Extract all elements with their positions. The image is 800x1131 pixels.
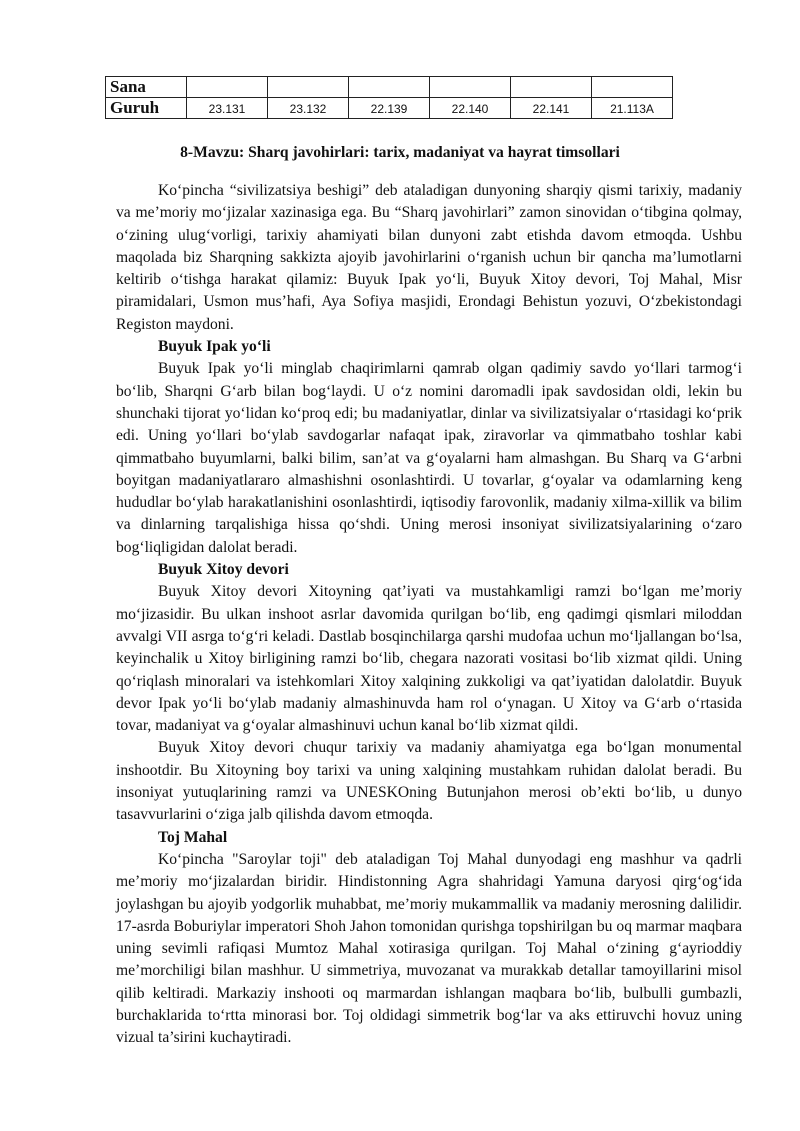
date-cell — [268, 77, 349, 98]
section-heading-silk-road: Buyuk Ipak yo‘li — [158, 338, 271, 356]
row-label-group: Guruh — [106, 98, 187, 119]
table-row-date — [106, 77, 673, 98]
group-cell: 23.131 — [187, 98, 268, 119]
date-cell — [349, 77, 430, 98]
section-heading-taj-mahal: Toj Mahal — [158, 828, 228, 846]
article-body — [116, 180, 742, 1050]
group-cell: 22.141 — [511, 98, 592, 119]
section-paragraph: Buyuk Xitoy devori chuqur tarixiy va madaniy ahamiyatga ega bo‘lgan monumental inshootdir. Bu Xitoyning boy tarixi va uning xalqining mustahkam ruhidan dalolat beradi. Bu insoniyat yutuqlarining ramzi va UNESKOning Butunjahon merosi ob’ekti bo‘lib, u dunyo tasavvurlarini o‘ziga jalb qilishda davom etmoqda. — [116, 739, 742, 824]
date-cell — [187, 77, 268, 98]
table-row-group — [106, 98, 673, 119]
schedule-table — [105, 76, 673, 119]
group-cell: 22.140 — [430, 98, 511, 119]
date-cell — [511, 77, 592, 98]
row-label-date: Sana — [106, 77, 187, 98]
section-paragraph: Buyuk Xitoy devori Xitoyning qat’iyati va mustahkamligi ramzi bo‘lgan me’moriy mo‘jizasidir. Bu ulkan inshoot asrlar davomida qurilgan bo‘lib, eng qadimgi qismlari miloddan avvalgi VII asrga to‘g‘ri keladi. Dastlab bosqinchilarga qarshi mudofaa uchun mo‘ljallangan bo‘lsa, keyinchalik u Xitoy birligining ramzi bo‘lib, chegara nazorati vositasi bo‘lib xizmat qildi. Uning qo‘riqlash minoralari va istehkomlari Xitoy xalqining zukkoligi va qat’iyatidan dalolatdir. Buyuk devor Ipak yo‘li bo‘ylab madaniy almashinuvda ham rol o‘ynagan. U Xitoy va G‘arb o‘rtasida tovar, madaniyat va g‘oyalar almashinuvi uchun kanal bo‘lib xizmat qildi. — [116, 583, 742, 735]
section-paragraph: Buyuk Ipak yo‘li minglab chaqirimlarni qamrab olgan qadimiy savdo yo‘llari tarmog‘i bo‘lib, Sharqni G‘arb bilan bog‘laydi. U o‘z nomini daromadli ipak savdosidan oldi, lekin bu shunchaki tijorat yo‘lidan ko‘proq edi; bu madaniyatlar, dinlar va sivilizatsiyalar o‘rtasidagi ko‘prik edi. Uning yo‘llari bo‘ylab savdogarlar nafaqat ipak, ziravorlar va qimmatbaho toshlar kabi qimmatbaho buyumlarni, balki bilim, san’at va g‘oyalarni ham almashgan. Bu Sharq va G‘arbni boyitgan madaniyatlararo almashishni osonlashtirdi. U tovarlar, g‘oyalar va odamlarning keng hududlar bo‘ylab harakatlanishini osonlashtirdi, iqtisodiy farovonlik, madaniy xilma-xillik va bilim va dinlarning tarqalishiga hissa qo‘shdi. Uning merosi insoniyat sivilizatsiyalarining o‘zaro bog‘liqligidan dalolat beradi. — [116, 360, 742, 556]
date-cell — [592, 77, 673, 98]
group-cell: 22.139 — [349, 98, 430, 119]
section-heading-great-wall: Buyuk Xitoy devori — [158, 561, 289, 579]
date-cell — [430, 77, 511, 98]
intro-paragraph: Ko‘pincha “sivilizatsiya beshigi” deb ataladigan dunyoning sharqiy qismi tarixiy, madaniy va me’moriy mo‘jizalar xazinasiga ega. Bu “Sharq javohirlari” zamon sinovidan o‘tibgina qolmay, o‘zining ulug‘vorligi, tarixiy ahamiyati bilan dunyoni zabt etishda davom etmoqda. Ushbu maqolada biz Sharqning sakkizta ajoyib javohirlarini o‘rganish uchun bir qancha ma’lumotlarni keltirib o‘tishga harakat qilamiz: Buyuk Ipak yo‘li, Buyuk Xitoy devori, Toj Mahal, Misr piramidalari, Usmon mus’hafi, Aya Sofiya masjidi, Erondagi Behistun yozuvi, O‘zbekistondagi Registon maydoni. — [116, 182, 742, 333]
group-cell: 21.113A — [592, 98, 673, 119]
section-paragraph: Ko‘pincha "Saroylar toji" deb ataladigan Toj Mahal dunyodagi eng mashhur va qadrli me’moriy mo‘jizalardan biridir. Hindistonning Agra shahridagi Yamuna daryosi qirg‘og‘ida joylashgan bu ajoyib yodgorlik muhabbat, me’moriy mukammallik va madaniy merosning dalilidir. 17-asrda Boburiylar imperatori Shoh Jahon tomonidan qurishga topshirilgan bu oq marmar maqbara uning sevimli rafiqasi Mumtoz Mahal xotirasiga qurilgan. Toj Mahal o‘zining g‘ayrioddiy me’morchiligi bilan mashhur. U simmetriya, muvozanat va murakkab detallar tamoyillarini misol qilib keltiradi. Markaziy inshooti oq marmardan ishlangan maqbara bo‘lib, bulbulli gumbazli, burchaklarida to‘rtta minorasi bor. Toj oldidagi simmetrik bog‘lar va aks ettiruvchi hovuz uning vizual ta’sirini kuchaytiradi. — [116, 850, 742, 1047]
group-cell: 23.132 — [268, 98, 349, 119]
page-title: 8-Mavzu: Sharq javohirlari: tarix, madaniyat va hayrat timsollari — [180, 144, 620, 161]
